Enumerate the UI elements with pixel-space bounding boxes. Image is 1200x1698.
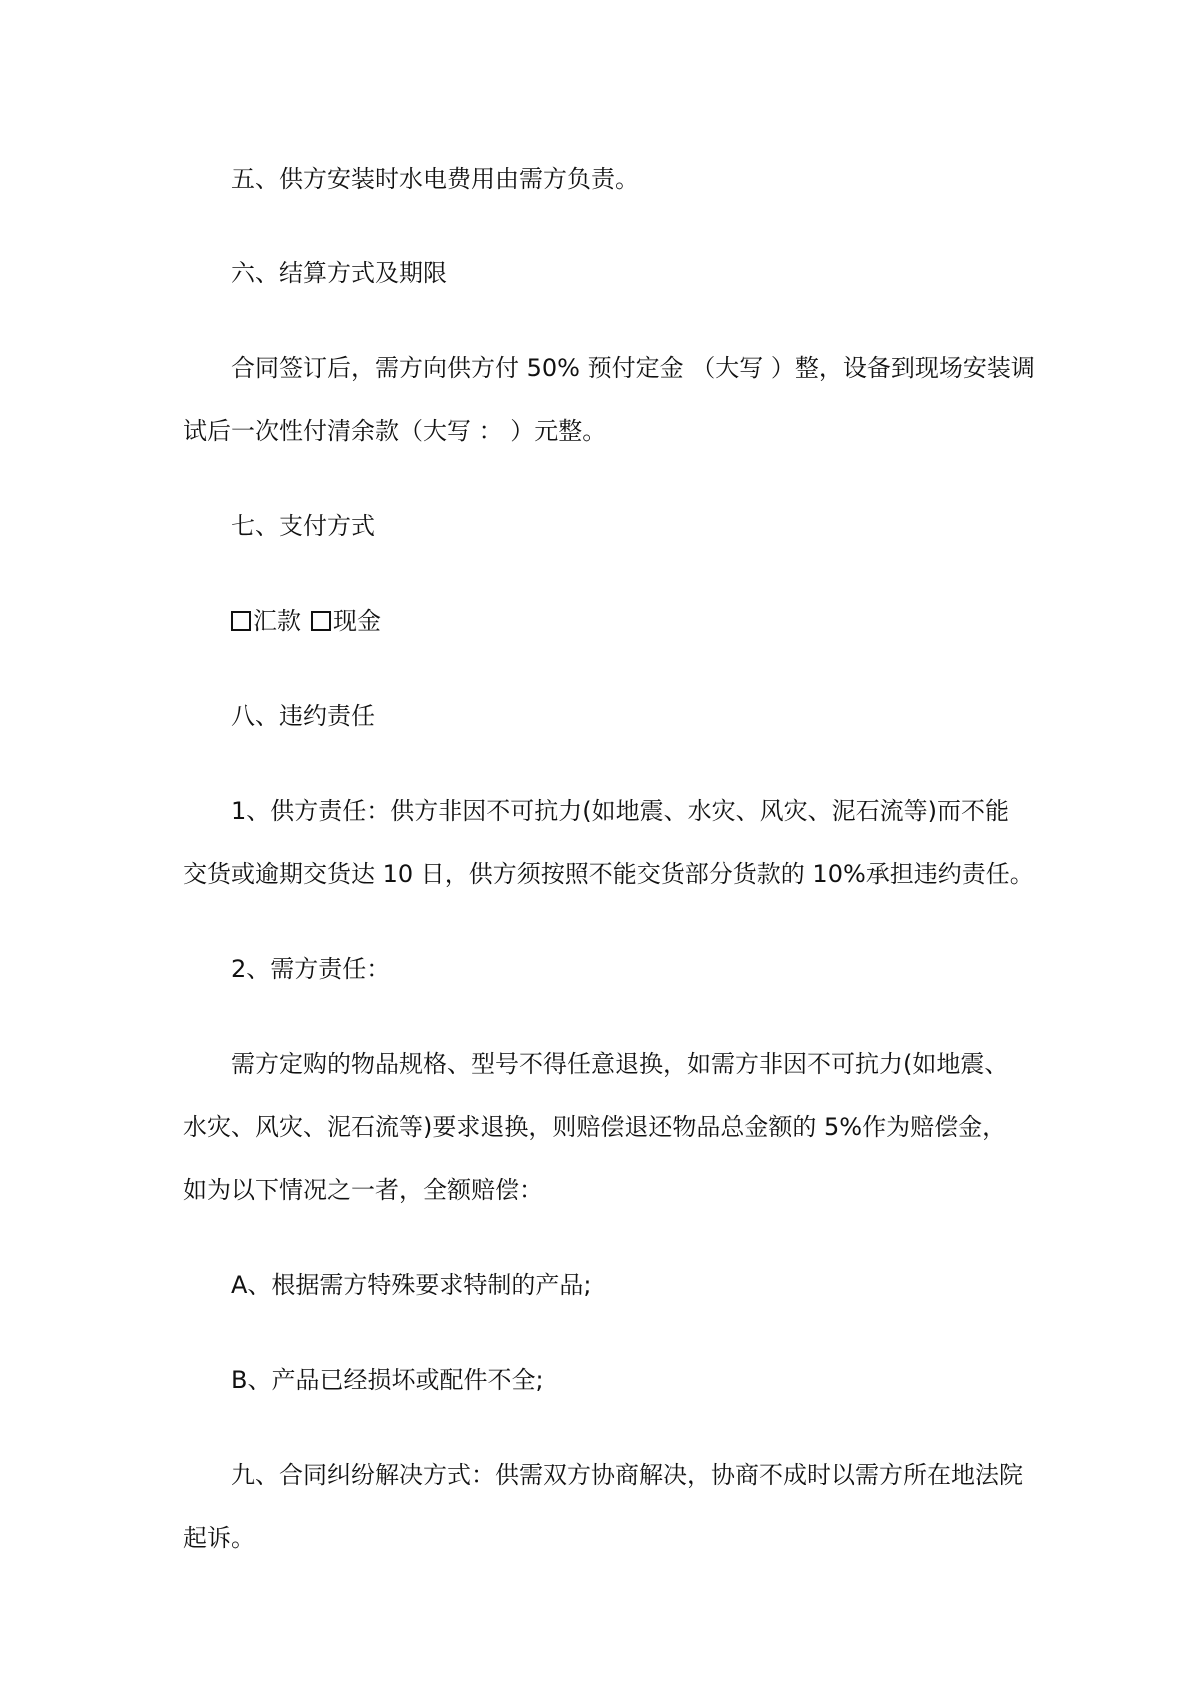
section-6-paragraph bbox=[183, 337, 1043, 463]
case-b-text: B、产品已经损坏或配件不全; bbox=[231, 1366, 544, 1394]
buyer-liability-line-3: 如为以下情况之一者，全额赔偿： bbox=[183, 1176, 543, 1204]
payment-options bbox=[183, 590, 1043, 653]
payment-option-remittance-label: 汇款 bbox=[253, 607, 301, 635]
section-8-heading bbox=[183, 685, 1043, 748]
case-a-text: A、根据需方特殊要求特制的产品; bbox=[231, 1271, 592, 1299]
buyer-liability-paragraph bbox=[183, 1033, 1043, 1222]
supplier-liability-line-2: 交货或逾期交货达 10 日，供方须按照不能交货部分货款的 10%承担违约责任。 bbox=[183, 860, 1034, 888]
section-6-line-2: 试后一次性付清余款（大写 ： ）元整。 bbox=[183, 417, 607, 445]
section-6-heading bbox=[183, 242, 1043, 305]
section-6-heading-text: 六、结算方式及期限 bbox=[231, 259, 447, 287]
checkbox-icon[interactable] bbox=[231, 611, 251, 631]
section-6-line-1: 合同签订后，需方向供方付 50% 预付定金 （大写 ）整，设备到现场安装调 bbox=[231, 354, 1035, 382]
section-7-heading-text: 七、支付方式 bbox=[231, 512, 375, 540]
section-9-paragraph bbox=[183, 1444, 1043, 1570]
case-a-paragraph bbox=[183, 1254, 1043, 1317]
supplier-liability-line-1: 1、供方责任：供方非因不可抗力(如地震、水灾、风灾、泥石流等)而不能 bbox=[231, 797, 1009, 825]
section-9-line-1: 九、合同纠纷解决方式：供需双方协商解决，协商不成时以需方所在地法院 bbox=[231, 1461, 1023, 1489]
payment-option-remittance[interactable] bbox=[231, 590, 301, 653]
section-8-heading-text: 八、违约责任 bbox=[231, 702, 375, 730]
buyer-liability-line-2: 水灾、风灾、泥石流等)要求退换，则赔偿退还物品总金额的 5%作为赔偿金， bbox=[183, 1113, 1007, 1141]
buyer-liability-heading bbox=[183, 938, 1043, 1001]
section-5-paragraph bbox=[183, 148, 1043, 211]
payment-option-cash-label: 现金 bbox=[333, 607, 381, 635]
section-7-heading bbox=[183, 495, 1043, 558]
supplier-liability-paragraph bbox=[183, 780, 1043, 906]
buyer-liability-line-1: 需方定购的物品规格、型号不得任意退换，如需方非因不可抗力(如地震、 bbox=[231, 1050, 1009, 1078]
section-5-text: 五、供方安装时水电费用由需方负责。 bbox=[231, 165, 639, 193]
checkbox-icon[interactable] bbox=[311, 611, 331, 631]
payment-options-line bbox=[183, 590, 1043, 653]
case-b-paragraph bbox=[183, 1349, 1043, 1412]
payment-option-cash[interactable] bbox=[311, 590, 381, 653]
buyer-liability-heading-text: 2、需方责任： bbox=[231, 955, 391, 983]
section-9-line-2: 起诉。 bbox=[183, 1524, 255, 1552]
